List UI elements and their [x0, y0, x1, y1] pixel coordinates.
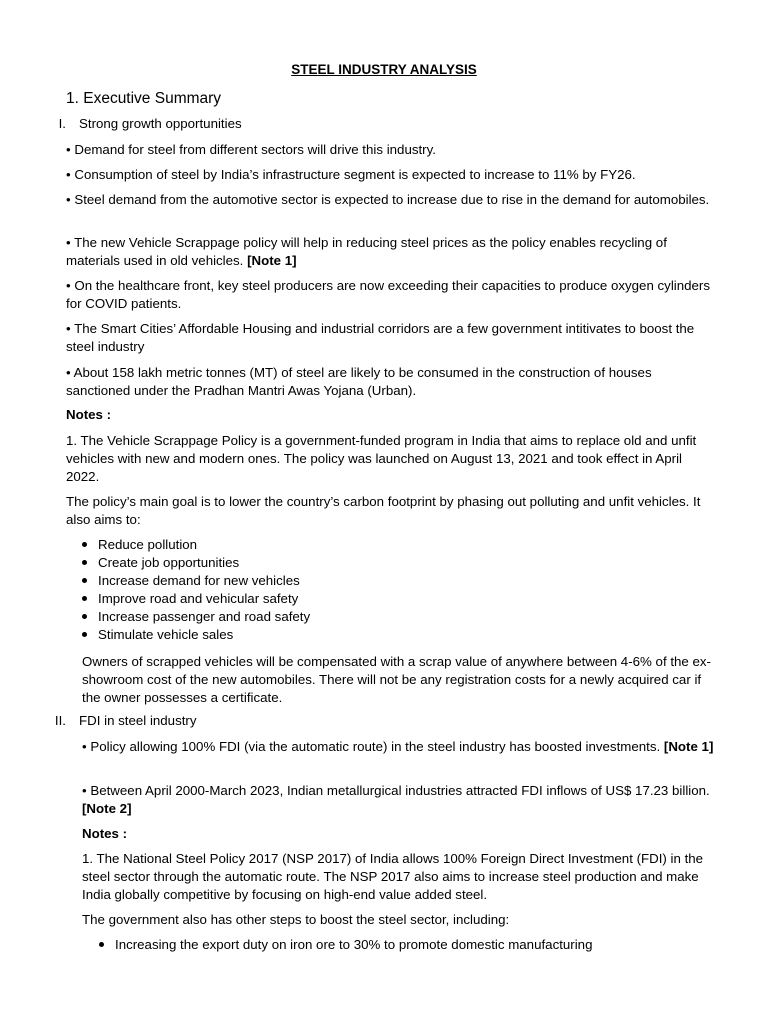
note-paragraph: The government also has other steps to boost the steel sector, including:	[82, 912, 510, 927]
paragraph-with-note	[82, 738, 716, 756]
note-paragraph: 1. The National Steel Policy 2017 (NSP 2017) of India allows 100% Foreign Direct Investment (FDI) in the steel sector through the automatic route. The NSP 2017 also aims to increase steel production and make India globally competitive by focusing on high-end value added steel.	[82, 851, 704, 902]
aims-list	[80, 536, 310, 644]
paragraph-text: • Between April 2000-March 2023, Indian metallurgical industries attracted FDI inflows of US$ 17.23 billion.	[82, 783, 710, 798]
paragraph: • Consumption of steel by India’s infrastructure segment is expected to increase to 11% by FY26.	[66, 167, 636, 182]
paragraph-with-note	[66, 234, 716, 270]
note-paragraph: The policy’s main goal is to lower the country’s carbon footprint by phasing out polluting and unfit vehicles. It also aims to:	[66, 494, 701, 527]
notes-label: Notes :	[82, 826, 128, 841]
paragraph-text: • Policy allowing 100% FDI (via the automatic route) in the steel industry has boosted investments.	[82, 739, 661, 754]
steps-list	[97, 936, 592, 954]
note-reference: [Note 1]	[247, 253, 297, 268]
section-heading: 1. Executive Summary	[66, 90, 222, 107]
list-item: Stimulate vehicle sales	[80, 626, 310, 644]
paragraph: • Demand for steel from different sectors will drive this industry.	[66, 142, 436, 157]
subheading-label: Strong growth opportunities	[79, 116, 242, 131]
list-item: Increase passenger and road safety	[80, 608, 310, 626]
note-paragraph: Owners of scrapped vehicles will be compensated with a scrap value of anywhere between 4-6% of the ex-showroom cost of the new automobiles. There will not be any registration costs for a newly acquired car if the owner possesses a certificate.	[82, 654, 711, 705]
paragraph-with-note	[82, 782, 716, 818]
list-item: Create job opportunities	[80, 554, 310, 572]
list-item: Improve road and vehicular safety	[80, 590, 310, 608]
list-item: Increase demand for new vehicles	[80, 572, 310, 590]
note-reference: [Note 2]	[82, 801, 132, 816]
paragraph: • About 158 lakh metric tonnes (MT) of steel are likely to be consumed in the construction of houses sanctioned under the Pradhan Mantri Awas Yojana (Urban).	[66, 365, 652, 398]
list-item: Reduce pollution	[80, 536, 310, 554]
subheading-number: II.	[54, 713, 66, 728]
paragraph: • Steel demand from the automotive sector is expected to increase due to rise in the demand for automobiles.	[66, 192, 710, 207]
document-title: STEEL INDUSTRY ANALYSIS	[291, 62, 477, 77]
paragraph: • The Smart Cities’ Affordable Housing and industrial corridors are a few government intitivates to boost the steel industry	[66, 321, 695, 354]
note-paragraph: 1. The Vehicle Scrappage Policy is a government-funded program in India that aims to replace old and unfit vehicles with new and modern ones. The policy was launched on August 13, 2021 and took effect in April 2022.	[66, 433, 697, 484]
notes-label: Notes :	[66, 407, 112, 422]
paragraph-text: • The new Vehicle Scrappage policy will help in reducing steel prices as the policy enables recycling of materials used in old vehicles.	[66, 235, 667, 268]
paragraph: • On the healthcare front, key steel producers are now exceeding their capacities to produce oxygen cylinders for COVID patients.	[66, 278, 711, 311]
note-reference: [Note 1]	[663, 739, 714, 754]
list-item: Increasing the export duty on iron ore to 30% to promote domestic manufacturing	[97, 936, 592, 954]
subheading-number: I.	[58, 116, 66, 131]
subheading-label: FDI in steel industry	[79, 713, 197, 728]
